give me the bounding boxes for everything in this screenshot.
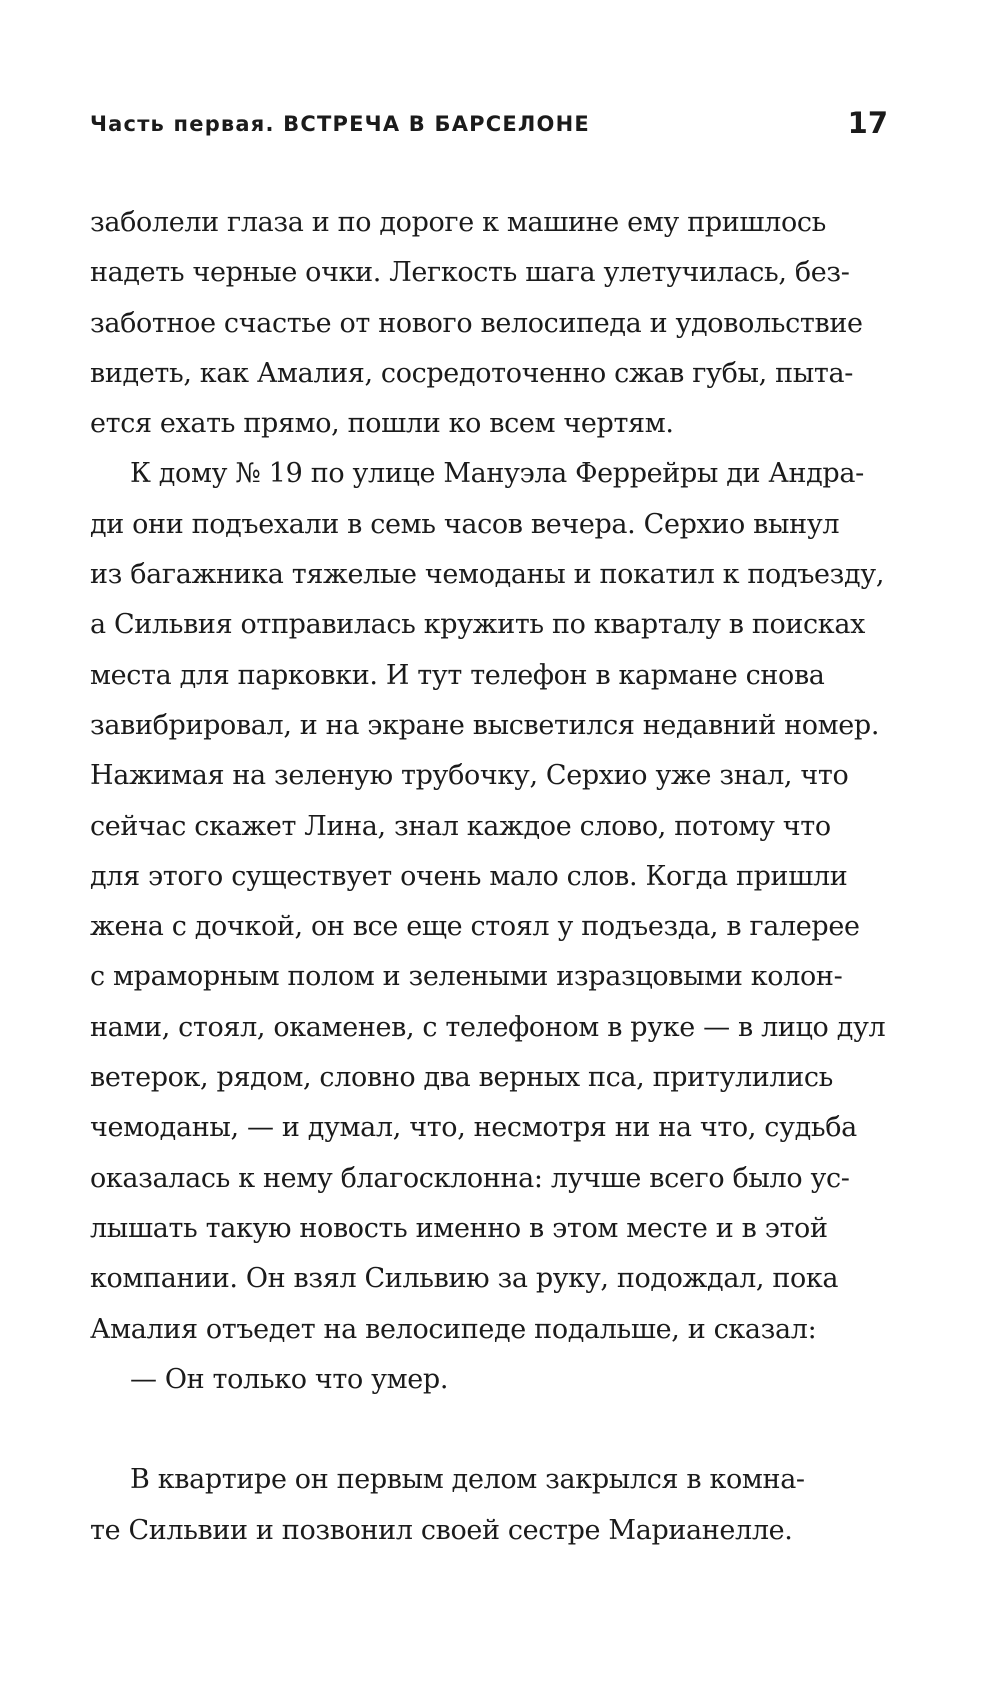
text-line: видеть, как Амалия, сосредоточенно сжав губы, пыта- [90,357,853,389]
text-line: для этого существует очень мало слов. Когда пришли [90,860,848,892]
text-line: те Сильвии и позвонил своей сестре Марианелле. [90,1514,793,1546]
text-line: чемоданы, — и думал, что, несмотря ни на что, судьба [90,1112,857,1144]
text-line: нами, стоял, окаменев, с телефоном в руке — в лицо дул [90,1011,886,1043]
text-line: ди они подъехали в семь часов вечера. Серхио вынул [90,508,840,540]
paragraph-start-line: К дому № 19 по улице Мануэла Феррейры ди Андра- [130,458,864,490]
text-line: Амалия отъедет на велосипеде подальше, и сказал: [90,1313,817,1345]
text-line: сейчас скажет Лина, знал каждое слово, потому что [90,810,831,842]
section-break [90,1405,890,1455]
text-line: Нажимая на зеленую трубочку, Серхио уже знал, что [90,760,849,792]
text-line: оказалась к нему благосклонна: лучше всего было ус- [90,1162,850,1194]
page-number: 17 [847,106,888,140]
text-line: заботное счастье от нового велосипеда и удовольствие [90,307,863,339]
running-header: Часть первая. ВСТРЕЧА В БАРСЕЛОНЕ [90,112,590,136]
dialogue-line: — Он только что умер. [130,1363,449,1395]
text-line: лышать такую новость именно в этом месте и в этой [90,1212,828,1244]
paragraph-start-line: В квартире он первым делом закрылся в комна- [130,1464,805,1496]
text-line: надеть черные очки. Легкость шага улетучилась, без- [90,257,850,289]
text-line: ветерок, рядом, словно два верных пса, притулились [90,1062,833,1094]
text-line: завибрировал, и на экране высветился недавний номер. [90,709,880,741]
text-line: а Сильвия отправилась кружить по кварталу в поисках [90,609,865,641]
text-line: с мраморным полом и зелеными изразцовыми колон- [90,961,843,993]
text-line: из багажника тяжелые чемоданы и покатил к подъезду, [90,559,885,591]
body-text [90,198,890,1556]
text-line: жена с дочкой, он все еще стоял у подъезда, в галерее [90,911,860,943]
text-line: компании. Он взял Сильвию за руку, подождал, пока [90,1263,839,1295]
text-line: заболели глаза и по дороге к машине ему пришлось [90,207,826,238]
text-line: места для парковки. И тут телефон в кармане снова [90,659,825,691]
text-line: ется ехать прямо, пошли ко всем чертям. [90,408,674,440]
